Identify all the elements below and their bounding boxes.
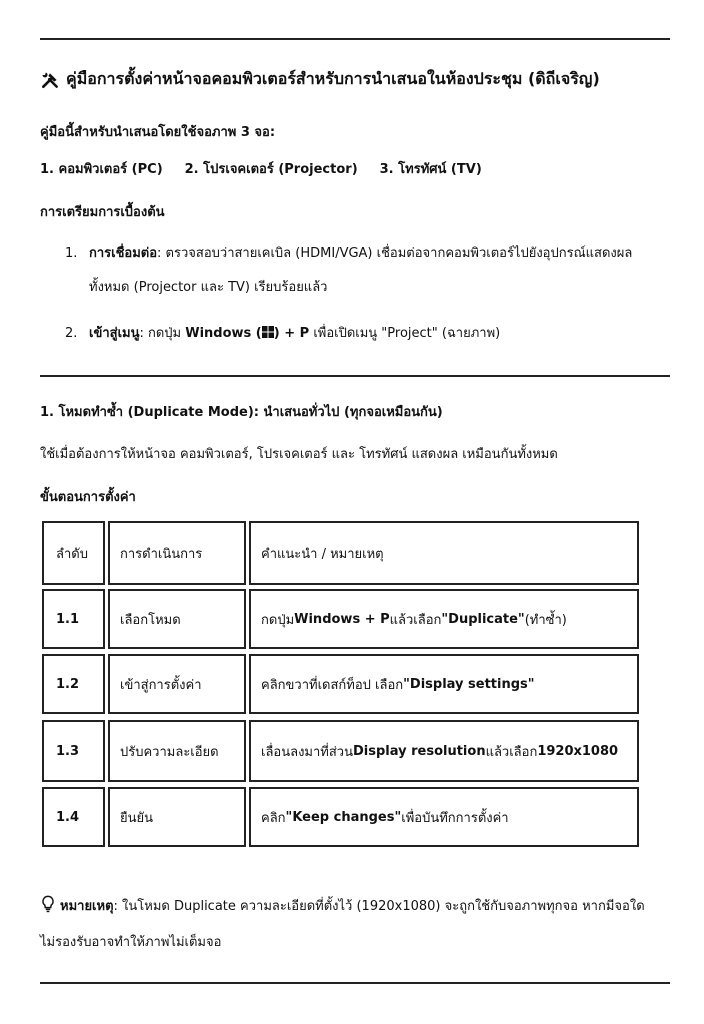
mode-description: ใช้เมื่อต้องการให้หน้าจอ คอมพิวเตอร์, โปรเจคเตอร์ และ โทรทัศน์ แสดงผล เหมือนกันทั้งหมด xyxy=(40,447,558,462)
row-number: 1.1 xyxy=(42,589,105,649)
header-action: การดำเนินการ xyxy=(108,521,246,585)
row-number: 1.4 xyxy=(42,787,105,847)
row-notes: คลิกขวาที่เดสก์ท็อป เลือก "Display settings" xyxy=(249,654,639,714)
table-header-row xyxy=(42,521,639,585)
windows-icon xyxy=(262,326,274,338)
row-notes: คลิก "Keep changes" เพื่อบันทึกการตั้งค่า xyxy=(249,787,639,847)
prep-item-menu: 2. เข้าสู่เมนู: กดปุ่ม Windows ( ) + P เพื่อเปิดเมนู "Project" (ฉายภาพ) xyxy=(65,326,501,341)
screen-item-projector: 2. โปรเจคเตอร์ (Projector) xyxy=(184,162,358,177)
table-row xyxy=(42,787,639,847)
title-text: คู่มือการตั้งค่าหน้าจอคอมพิวเตอร์สำหรับการนำเสนอในห้องประชุม (ดิถีเจริญ) xyxy=(66,69,600,88)
row-action: เข้าสู่การตั้งค่า xyxy=(108,654,246,714)
mode-heading: 1. โหมดทำซ้ำ (Duplicate Mode): นำเสนอทั่วไป (ทุกจอเหมือนกัน) xyxy=(40,405,443,420)
note-line: หมายเหตุ: ในโหมด Duplicate ความละเอียดที่ตั้งไว้ (1920x1080) จะถูกใช้กับจอภาพทุกจอ หากมีจอใด xyxy=(40,895,645,916)
screen-list xyxy=(40,158,482,179)
lightbulb-icon xyxy=(40,895,56,913)
bottom-divider xyxy=(40,982,670,984)
row-action: ยืนยัน xyxy=(108,787,246,847)
note-line-cont: ไม่รองรับอาจทำให้ภาพไม่เต็มจอ xyxy=(40,935,222,950)
intro-text: คู่มือนี้สำหรับนำเสนอโดยใช้จอภาพ 3 จอ: xyxy=(40,125,276,140)
prep-item-connection: 1. การเชื่อมต่อ: ตรวจสอบว่าสายเคเบิล (HDMI/VGA) เชื่อมต่อจากคอมพิวเตอร์ไปยังอุปกรณ์แสดงผล xyxy=(65,246,633,261)
section-divider xyxy=(40,375,670,377)
page-title xyxy=(40,67,600,92)
tools-icon xyxy=(40,70,60,90)
table-row xyxy=(42,589,639,649)
header-order: ลำดับ xyxy=(42,521,105,585)
screen-item-tv: 3. โทรทัศน์ (TV) xyxy=(379,162,482,177)
row-notes: กดปุ่ม Windows + P แล้วเลือก "Duplicate" (ทำซ้ำ) xyxy=(249,589,639,649)
prep-item-connection-cont: ทั้งหมด (Projector และ TV) เรียบร้อยแล้ว xyxy=(89,280,328,295)
table-row xyxy=(42,720,639,782)
row-notes: เลื่อนลงมาที่ส่วน Display resolution แล้วเลือก 1920x1080 xyxy=(249,720,639,782)
steps-heading: ขั้นตอนการตั้งค่า xyxy=(40,490,136,505)
table-row xyxy=(42,654,639,714)
top-divider xyxy=(40,38,670,40)
row-action: เลือกโหมด xyxy=(108,589,246,649)
row-number: 1.3 xyxy=(42,720,105,782)
row-action: ปรับความละเอียด xyxy=(108,720,246,782)
row-number: 1.2 xyxy=(42,654,105,714)
header-notes: คำแนะนำ / หมายเหตุ xyxy=(249,521,639,585)
prep-heading: การเตรียมการเบื้องต้น xyxy=(40,205,165,220)
screen-item-pc: 1. คอมพิวเตอร์ (PC) xyxy=(40,162,163,177)
